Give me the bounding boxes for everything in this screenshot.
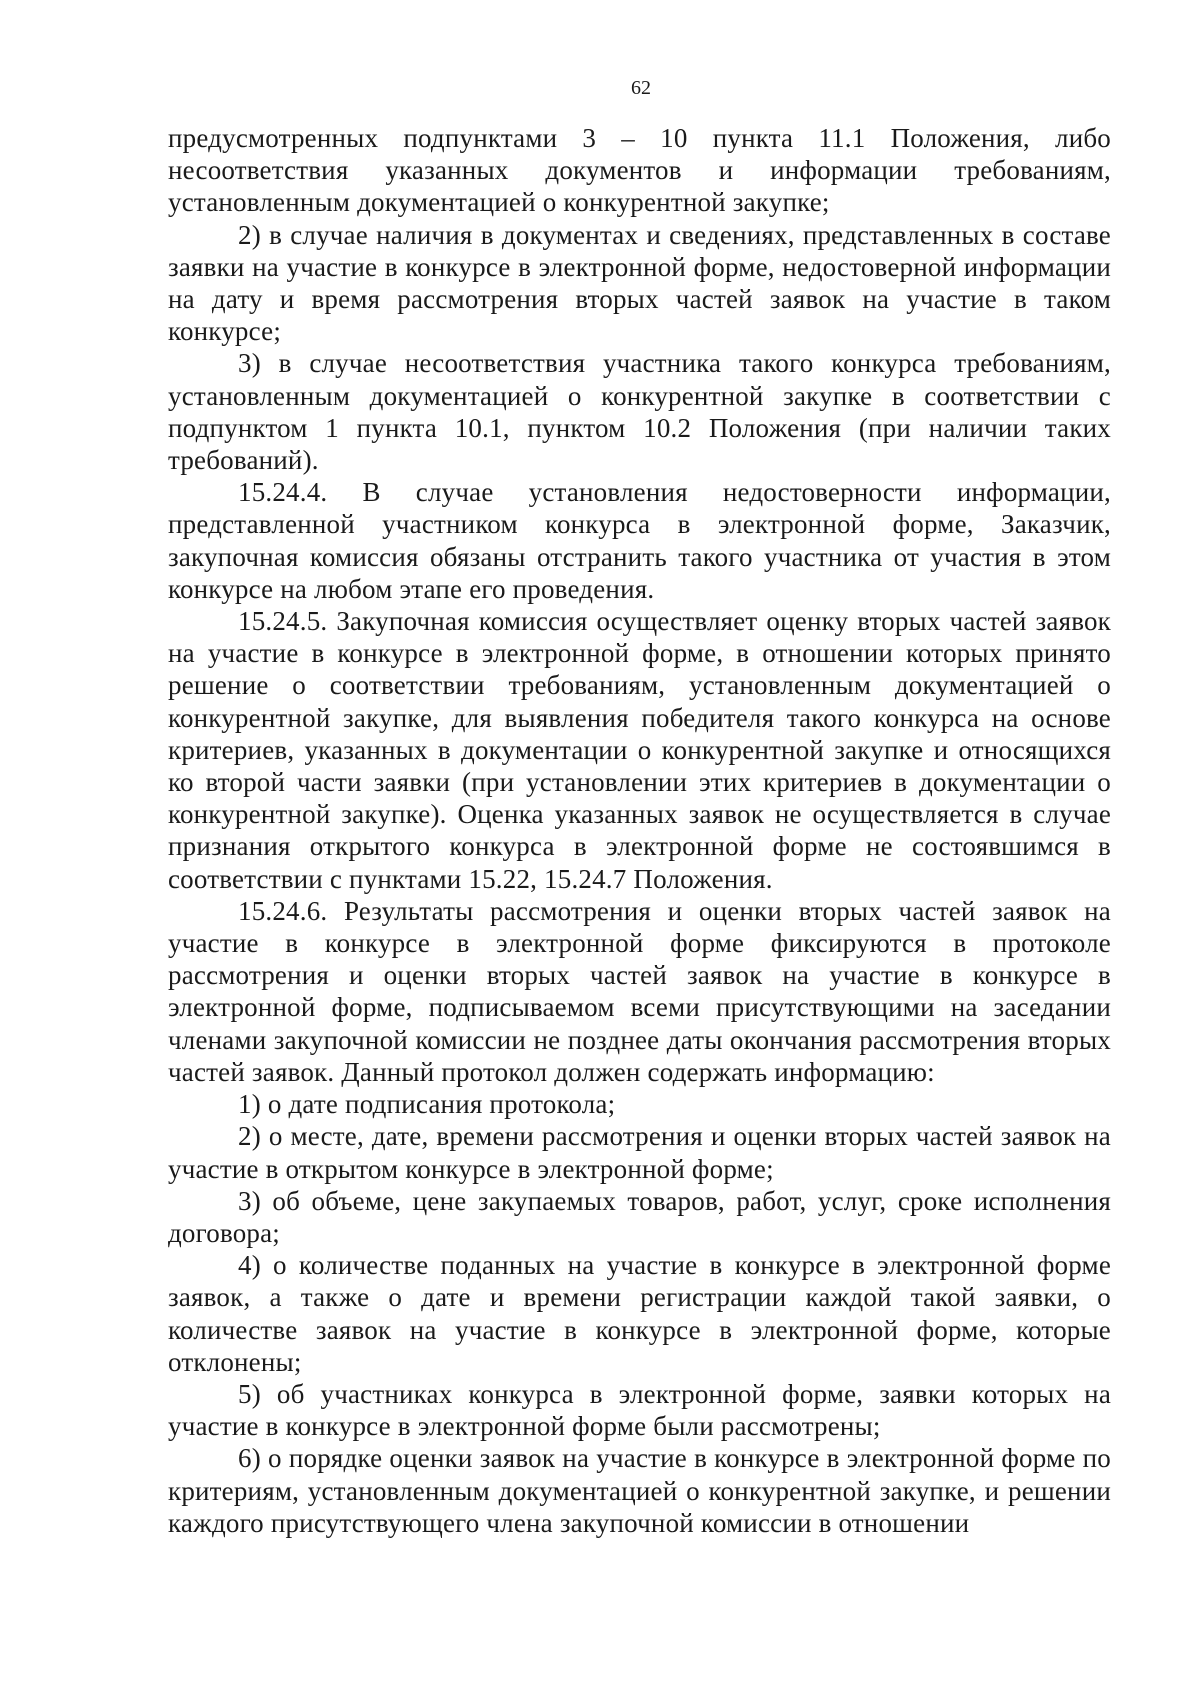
document-body xyxy=(168,122,1111,1539)
paragraph-clause-15-24-4: 15.24.4. В случае установления недостоверности информации, представленной участником конкурса в электронной форме, Заказчик, закупочная комиссия обязаны отстранить такого участника от участия в этом конкурсе на любом этапе его проведения. xyxy=(168,477,1111,604)
paragraph-clause-15-24-6: 15.24.6. Результаты рассмотрения и оценки вторых частей заявок на участие в конкурсе в электронной форме фиксируются в протоколе рассмотрения и оценки вторых частей заявок на участие в конкурсе в электронной форме, подписываемом всеми присутствующими на заседании членами закупочной комиссии не позднее даты окончания рассмотрения вторых частей заявок. Данный протокол должен содержать информацию: xyxy=(168,895,1111,1087)
protocol-item-2: 2) о месте, дате, времени рассмотрения и оценки вторых частей заявок на участие в открытом конкурсе в электронной форме; xyxy=(168,1121,1111,1184)
protocol-item-5: 5) об участниках конкурса в электронной форме, заявки которых на участие в конкурсе в электронной форме были рассмотрены; xyxy=(168,1378,1111,1442)
paragraph-continuation: предусмотренных подпунктами 3 – 10 пункта 11.1 Положения, либо несоответствия указанных документов и информации требованиям, установленным документацией о конкурентной закупке; xyxy=(168,123,1111,218)
paragraph-item-3: 3) в случае несоответствия участника такого конкурса требованиям, установленным документацией о конкурентной закупке в соответствии с подпунктом 1 пункта 10.1, пунктом 10.2 Положения (при наличии таких требований). xyxy=(168,348,1111,476)
protocol-item-1: 1) о дате подписания протокола; xyxy=(238,1089,616,1120)
protocol-item-4: 4) о количестве поданных на участие в конкурсе в электронной форме заявок, а также о дате и времени регистрации каждой такой заявки, о количестве заявок на участие в конкурсе в электронной форме, которые отклонены; xyxy=(168,1250,1111,1377)
paragraph-clause-15-24-5: 15.24.5. Закупочная комиссия осуществляет оценку вторых частей заявок на участие в конкурсе в электронной форме, в отношении которых принято решение о соответствии требованиям, установленным документацией о конкурентной закупке, для выявления победителя такого конкурса на основе критериев, указанных в документации о конкурентной закупке и относящихся ко второй части заявки (при установлении этих критериев в документации о конкурентной закупке). Оценка указанных заявок не осуществляется в случае признания открытого конкурса в электронной форме не состоявшимся в соответствии с пунктами 15.22, 15.24.7 Положения. xyxy=(168,606,1111,894)
paragraph-item-2: 2) в случае наличия в документах и сведениях, представленных в составе заявки на участие в конкурсе в электронной форме, недостоверной информации на дату и время рассмотрения вторых частей заявок на участие в таком конкурсе; xyxy=(168,219,1111,347)
protocol-item-6: 6) о порядке оценки заявок на участие в конкурсе в электронной форме по критериям, установленным документацией о конкурентной закупке, и решении каждого присутствующего члена закупочной комиссии в отношении xyxy=(168,1443,1111,1538)
protocol-item-3: 3) об объеме, цене закупаемых товаров, работ, услуг, сроке исполнения договора; xyxy=(168,1185,1111,1248)
page-number: 62 xyxy=(631,77,651,99)
